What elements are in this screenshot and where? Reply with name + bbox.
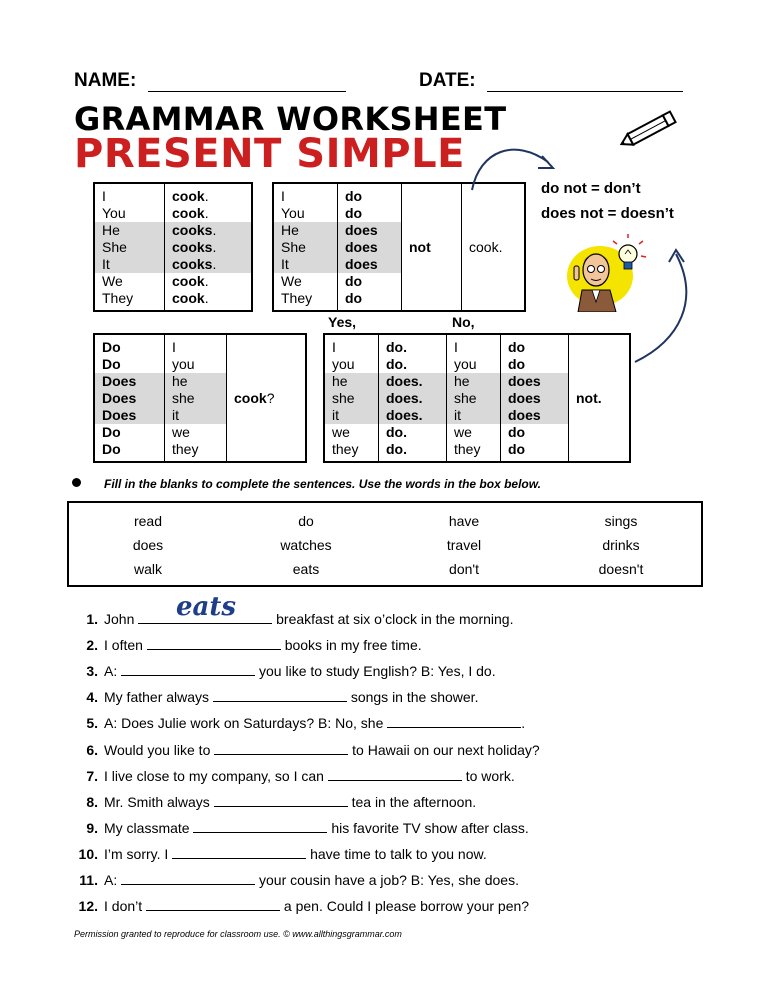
teacher-idea-icon — [566, 232, 650, 312]
no-answer-cell: do — [501, 356, 569, 373]
pronoun-cell: they — [165, 441, 227, 462]
aux-cell: Does — [94, 373, 165, 390]
yes-answer-cell: does. — [379, 407, 447, 424]
question-text-after: . — [521, 715, 526, 732]
table-row — [94, 290, 252, 311]
pronoun-cell: it — [165, 407, 227, 424]
question-number: 7. — [86, 767, 98, 784]
pronoun-cell: He — [94, 222, 165, 239]
pronoun-cell: It — [273, 256, 338, 273]
table-row — [94, 334, 306, 356]
aux-cell: Do — [102, 339, 121, 355]
verb-text: cooks — [172, 239, 213, 255]
word-bank-item: travel — [446, 537, 482, 553]
question-text-before: My father always — [104, 689, 213, 706]
verb-text: cook — [172, 188, 205, 204]
example-answer: eats — [176, 592, 237, 622]
no-answer-cell: does — [501, 390, 569, 407]
table-row — [94, 256, 252, 273]
verb-cell — [165, 239, 253, 256]
date-line — [487, 73, 683, 92]
verb-cell — [165, 290, 253, 311]
pencil-icon — [618, 108, 686, 150]
bullet-icon — [72, 478, 81, 487]
not-cell: not. — [569, 334, 631, 462]
answer-blank — [214, 792, 348, 807]
table-row — [94, 222, 252, 239]
question-text-after: a pen. Could I please borrow your pen? — [280, 898, 530, 915]
question-item — [70, 635, 422, 655]
pronoun-cell: You — [102, 205, 126, 221]
question-text-after: songs in the shower. — [346, 689, 479, 706]
question-text-before: A: Does Julie work on Saturdays? B: No, she — [104, 715, 388, 732]
question-item — [70, 713, 525, 733]
affirmative-table — [93, 182, 253, 312]
verb-cell — [227, 334, 307, 462]
question-number: 1. — [86, 611, 98, 627]
pronoun-cell: she — [165, 390, 227, 407]
negative-table — [272, 182, 526, 312]
question-text-before: My classmate — [104, 819, 194, 836]
question-item — [70, 740, 540, 760]
pronoun-cell: they — [447, 441, 501, 462]
pronoun-cell: We — [102, 273, 123, 289]
question-item — [70, 609, 513, 629]
word-bank-item: read — [133, 513, 163, 529]
question-text-after: his favorite TV show after class. — [327, 819, 529, 836]
answer-blank — [193, 818, 327, 833]
pronoun-cell: She — [273, 239, 338, 256]
pronoun-cell: he — [447, 373, 501, 390]
question-item — [70, 818, 529, 838]
aux-cell: Do — [102, 356, 121, 372]
date-field — [419, 70, 683, 92]
word-bank-item: do — [298, 513, 314, 529]
question-number: 5. — [86, 715, 98, 732]
punct-text: . — [204, 290, 209, 306]
pronoun-cell: I — [281, 188, 285, 204]
contraction-rule-do: do not = don’t — [541, 180, 641, 197]
question-item — [70, 687, 478, 707]
answer-blank — [121, 870, 255, 885]
verb-text: cook — [234, 389, 267, 406]
pronoun-cell: she — [324, 390, 379, 407]
question-text-after: your cousin have a job? B: Yes, she does. — [255, 872, 519, 888]
pronoun-cell: They — [281, 290, 313, 306]
answer-blank — [147, 635, 281, 650]
punct-text: . — [204, 205, 209, 221]
pronoun-cell: we — [447, 424, 501, 441]
question-item — [70, 844, 487, 864]
pronoun-cell: He — [273, 222, 338, 239]
verb-text: cooks — [172, 222, 213, 238]
verb-cell: cook. — [462, 183, 526, 311]
pronoun-cell: You — [281, 205, 305, 221]
not-cell: not — [402, 183, 462, 311]
aux-cell: Does — [94, 407, 165, 424]
verb-cell — [165, 256, 253, 273]
instruction-text: Fill in the blanks to complete the sentences. Use the words in the box below. — [104, 477, 541, 491]
pronoun-cell: We — [281, 273, 302, 289]
no-answer-cell: does — [501, 407, 569, 424]
question-number: 11. — [79, 872, 98, 888]
question-number: 8. — [86, 793, 98, 810]
aux-cell: does — [338, 256, 402, 273]
punct-text: . — [204, 273, 209, 289]
pronoun-cell: we — [332, 424, 350, 440]
name-line — [148, 73, 346, 92]
question-text-after: books in my free time. — [280, 637, 422, 654]
punct-text: . — [204, 188, 209, 204]
pronoun-cell: I — [332, 339, 336, 355]
question-text-before: I often — [104, 637, 147, 654]
pronoun-cell: I — [102, 188, 106, 204]
question-item — [70, 661, 496, 681]
word-bank-item: eats — [292, 561, 320, 577]
question-number: 9. — [86, 819, 98, 836]
short-answer-table — [323, 333, 631, 463]
aux-cell: does — [338, 222, 402, 239]
answer-blank — [328, 766, 462, 781]
table-row — [94, 183, 252, 205]
aux-cell: Do — [102, 424, 121, 440]
question-number: 2. — [86, 637, 98, 654]
contraction-rule-does: does not = doesn’t — [541, 205, 674, 222]
table-row — [94, 273, 252, 290]
verb-cell — [165, 205, 253, 222]
question-number: 3. — [86, 663, 98, 680]
yes-answer-cell: do. — [379, 334, 447, 356]
pronoun-cell: they — [332, 441, 359, 457]
question-item — [70, 896, 529, 916]
question-text-after: have time to talk to you now. — [306, 845, 487, 862]
question-table — [93, 333, 307, 463]
word-bank-item: drinks — [602, 537, 640, 553]
worksheet-title: GRAMMAR WORKSHEET — [74, 100, 507, 138]
question-text-after: to work. — [461, 767, 515, 784]
word-bank-item: doesn't — [598, 561, 644, 577]
pronoun-cell: he — [324, 373, 379, 390]
answer-blank — [121, 661, 255, 676]
word-bank-item: does — [132, 537, 164, 553]
date-label: DATE: — [419, 70, 476, 91]
pronoun-cell: it — [324, 407, 379, 424]
pronoun-cell: we — [165, 424, 227, 441]
verb-cell — [165, 222, 253, 239]
aux-cell: do — [338, 183, 402, 205]
pronoun-cell: you — [332, 356, 355, 372]
name-field — [74, 70, 346, 92]
question-item — [70, 792, 476, 812]
aux-cell: do — [338, 205, 402, 222]
topic-title: PRESENT SIMPLE — [74, 131, 465, 177]
table-row — [324, 334, 630, 356]
answer-blank — [146, 896, 280, 911]
answer-blank — [213, 687, 347, 702]
pronoun-cell: you — [447, 356, 501, 373]
verb-cell — [165, 183, 253, 205]
yes-answer-cell: does. — [379, 390, 447, 407]
question-item — [70, 766, 515, 786]
question-number: 10. — [78, 845, 98, 862]
aux-cell: Does — [94, 390, 165, 407]
no-answer-cell: do — [501, 334, 569, 356]
verb-text: cook — [172, 273, 205, 289]
question-number: 12. — [78, 898, 98, 915]
pronoun-cell: she — [447, 390, 501, 407]
yes-answer-cell: do. — [379, 424, 447, 441]
verb-text: cooks — [172, 256, 213, 272]
answer-blank — [214, 740, 348, 755]
table-row — [94, 205, 252, 222]
pronoun-cell: I — [447, 334, 501, 356]
question-text-before: A: — [104, 872, 122, 888]
pronoun-cell: it — [447, 407, 501, 424]
no-answer-cell: do — [501, 424, 569, 441]
pronoun-cell: She — [94, 239, 165, 256]
question-text-before: I’m sorry. I — [104, 845, 173, 862]
table-row — [273, 183, 525, 205]
question-number: 6. — [86, 741, 98, 758]
no-answer-cell: do — [501, 441, 569, 462]
no-label: No, — [452, 314, 475, 330]
word-bank-item: watches — [280, 537, 332, 553]
word-bank — [67, 501, 703, 587]
pronoun-cell: I — [165, 334, 227, 356]
punct-text: . — [212, 222, 217, 238]
word-bank-item: sings — [604, 513, 638, 529]
punct-text: . — [212, 239, 217, 255]
punct-text: . — [212, 256, 217, 272]
pronoun-cell: you — [165, 356, 227, 373]
yes-answer-cell: do. — [379, 356, 447, 373]
answer-blank — [387, 713, 521, 728]
question-text-before: A: — [104, 663, 122, 680]
verb-text: cook — [172, 290, 205, 306]
table-row — [94, 239, 252, 256]
aux-cell: Do — [102, 441, 121, 457]
question-text-before: I don’t — [104, 898, 147, 915]
question-number: 4. — [86, 689, 98, 706]
verb-text: cook — [172, 205, 205, 221]
footer-credit: Permission granted to reproduce for classroom use. © www.allthingsgrammar.com — [74, 929, 402, 939]
question-text-after: breakfast at six o’clock in the morning. — [272, 611, 514, 627]
aux-cell: do — [338, 273, 402, 290]
answer-blank — [172, 844, 306, 859]
question-text-before: John — [104, 611, 139, 627]
aux-cell: does — [338, 239, 402, 256]
yes-answer-cell: does. — [379, 373, 447, 390]
yes-answer-cell: do. — [379, 441, 447, 462]
word-bank-item: walk — [133, 561, 163, 577]
question-text-before: Mr. Smith always — [104, 793, 214, 810]
aux-cell: do — [338, 290, 402, 311]
word-bank-item: have — [448, 513, 480, 529]
pronoun-cell: It — [94, 256, 165, 273]
word-bank-item: don't — [449, 561, 479, 577]
question-text-after: to Hawaii on our next holiday? — [348, 741, 540, 758]
yes-label: Yes, — [328, 314, 357, 330]
no-answer-cell: does — [501, 373, 569, 390]
verb-cell — [165, 273, 253, 290]
name-label: NAME: — [74, 70, 137, 91]
qmark-text: ? — [266, 389, 275, 406]
question-text-after: tea in the afternoon. — [347, 793, 477, 810]
question-text-before: Would you like to — [104, 741, 215, 758]
pronoun-cell: They — [102, 290, 134, 306]
question-text-after: you like to study English? B: Yes, I do. — [255, 663, 496, 680]
question-item — [70, 870, 519, 890]
question-text-before: I live close to my company, so I can — [104, 767, 328, 784]
pronoun-cell: he — [165, 373, 227, 390]
